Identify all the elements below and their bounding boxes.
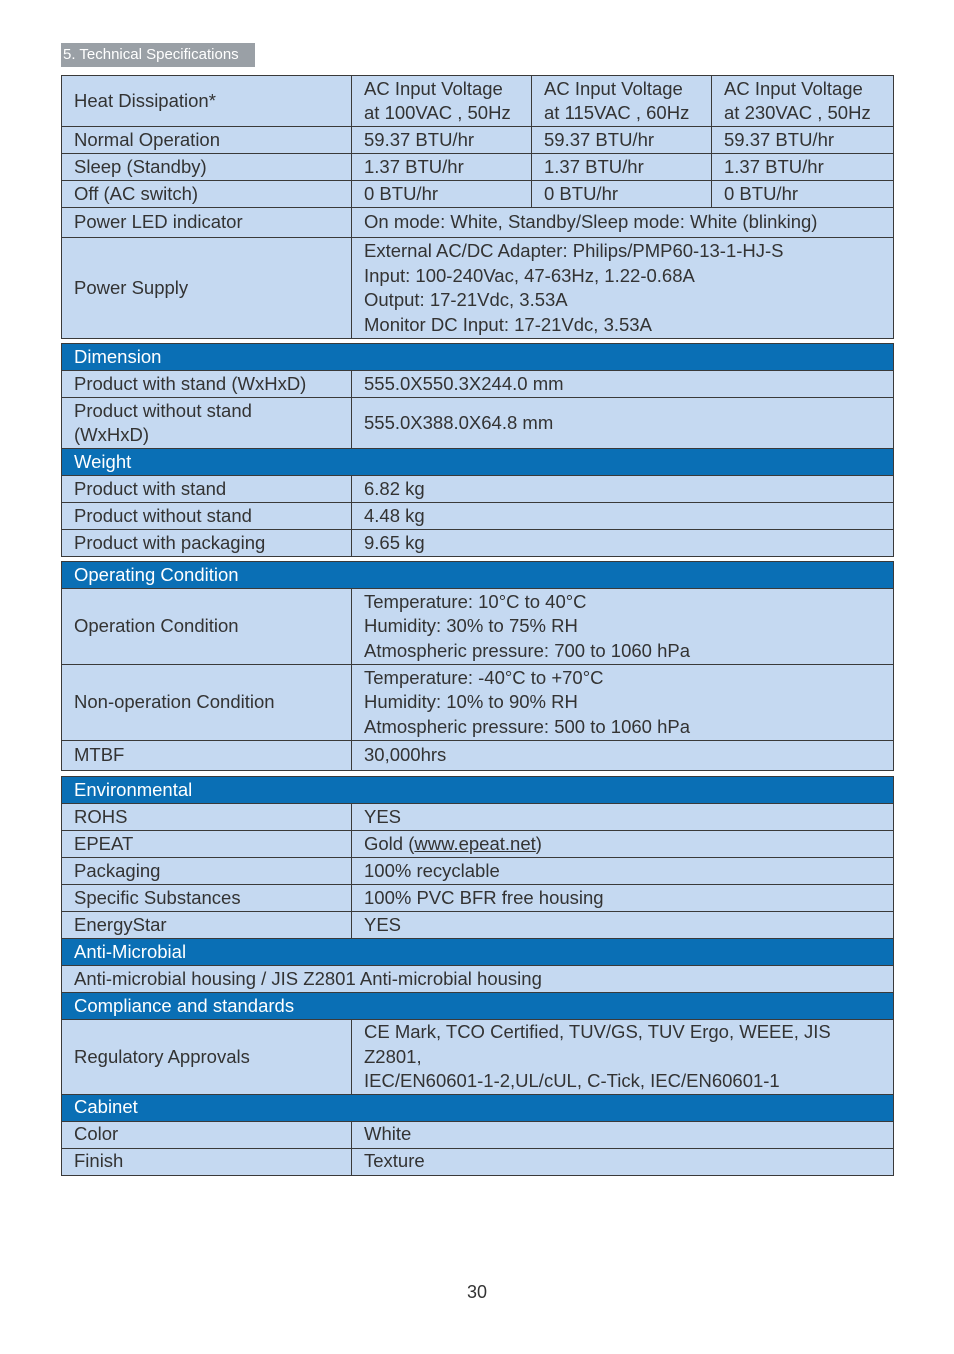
- row-label: Non-operation Condition: [62, 665, 352, 741]
- row-label: Normal Operation: [62, 127, 352, 154]
- table-row: [62, 208, 894, 238]
- row-value: 6.82 kg: [352, 476, 894, 503]
- table-row: [62, 741, 894, 771]
- row-label: EnergyStar: [62, 912, 352, 939]
- heat-dissipation-label: Heat Dissipation*: [62, 76, 352, 127]
- dimension-heading: Dimension: [62, 344, 894, 371]
- row-value: 1.37 BTU/hr: [352, 154, 532, 181]
- table-row: [62, 127, 894, 154]
- row-value: Temperature: 10°C to 40°C Humidity: 30% to 75% RH Atmospheric pressure: 700 to 1060 hPa: [352, 589, 894, 665]
- table-row: [62, 154, 894, 181]
- dimension-weight-table: [61, 343, 894, 557]
- row-value: 0 BTU/hr: [712, 181, 894, 208]
- row-label: Power Supply: [62, 238, 352, 339]
- table-row: [62, 885, 894, 912]
- row-label: Product with packaging: [62, 530, 352, 557]
- table-row: [62, 1020, 894, 1095]
- row-value: 59.37 BTU/hr: [712, 127, 894, 154]
- environmental-table: [61, 776, 894, 1176]
- section-header: [62, 777, 894, 804]
- table-row: [62, 858, 894, 885]
- row-value: 0 BTU/hr: [352, 181, 532, 208]
- row-value: YES: [352, 912, 894, 939]
- section-header: [62, 1094, 894, 1121]
- section-tag: 5. Technical Specifications: [61, 43, 255, 67]
- table-row: [62, 589, 894, 665]
- table-row: [62, 476, 894, 503]
- row-value: 555.0X550.3X244.0 mm: [352, 371, 894, 398]
- operating-heading: Operating Condition: [62, 562, 894, 589]
- table-row: [62, 530, 894, 557]
- row-label: Packaging: [62, 858, 352, 885]
- row-value: 59.37 BTU/hr: [352, 127, 532, 154]
- table-row: [62, 912, 894, 939]
- table-row: [62, 804, 894, 831]
- row-value: CE Mark, TCO Certified, TUV/GS, TUV Ergo, WEEE, JIS Z2801, IEC/EN60601-1-2,UL/cUL, C-Tick, IEC/EN60601-1: [352, 1020, 894, 1095]
- operating-condition-table: [61, 561, 894, 771]
- row-label: MTBF: [62, 741, 352, 771]
- row-value: Temperature: -40°C to +70°C Humidity: 10% to 90% RH Atmospheric pressure: 500 to 1060 hPa: [352, 665, 894, 741]
- row-value: Texture: [352, 1148, 894, 1175]
- table-row: [62, 503, 894, 530]
- row-label: Product with stand (WxHxD): [62, 371, 352, 398]
- row-label: Product without stand (WxHxD): [62, 398, 352, 449]
- row-value: 0 BTU/hr: [532, 181, 712, 208]
- table-row: [62, 371, 894, 398]
- table-row: [62, 181, 894, 208]
- row-label: Finish: [62, 1148, 352, 1175]
- section-header: [62, 344, 894, 371]
- section-header: [62, 939, 894, 966]
- table-row: [62, 398, 894, 449]
- row-value: 9.65 kg: [352, 530, 894, 557]
- row-label: Product without stand: [62, 503, 352, 530]
- epeat-value-suffix: ): [535, 832, 542, 854]
- row-value: [352, 831, 894, 858]
- row-label: Color: [62, 1121, 352, 1148]
- weight-heading: Weight: [62, 449, 894, 476]
- row-label: Off (AC switch): [62, 181, 352, 208]
- compliance-heading: Compliance and standards: [62, 993, 894, 1020]
- table-row: [62, 1121, 894, 1148]
- page-number: 30: [466, 1282, 488, 1302]
- row-label: Operation Condition: [62, 589, 352, 665]
- heat-power-table: [61, 75, 894, 339]
- section-header: [62, 562, 894, 589]
- cabinet-heading: Cabinet: [62, 1094, 894, 1121]
- row-value: 100% PVC BFR free housing: [352, 885, 894, 912]
- environmental-heading: Environmental: [62, 777, 894, 804]
- row-value: 59.37 BTU/hr: [532, 127, 712, 154]
- row-label: ROHS: [62, 804, 352, 831]
- table-row: [62, 665, 894, 741]
- row-value: 1.37 BTU/hr: [712, 154, 894, 181]
- row-value: YES: [352, 804, 894, 831]
- row-label: Power LED indicator: [62, 208, 352, 238]
- row-value: On mode: White, Standby/Sleep mode: White (blinking): [352, 208, 894, 238]
- antimicrobial-heading: Anti-Microbial: [62, 939, 894, 966]
- epeat-value-prefix: Gold (: [364, 832, 415, 854]
- epeat-link[interactable]: www.epeat.net: [414, 832, 536, 854]
- section-header: [62, 449, 894, 476]
- row-value: White: [352, 1121, 894, 1148]
- row-value: 1.37 BTU/hr: [532, 154, 712, 181]
- row-value: 100% recyclable: [352, 858, 894, 885]
- table-row: [62, 831, 894, 858]
- row-value: 4.48 kg: [352, 503, 894, 530]
- row-value: 30,000hrs: [352, 741, 894, 771]
- row-label: Product with stand: [62, 476, 352, 503]
- row-label: Specific Substances: [62, 885, 352, 912]
- row-label: EPEAT: [62, 831, 352, 858]
- section-header: [62, 993, 894, 1020]
- heat-header-row: [62, 76, 894, 127]
- heat-col-header: AC Input Voltage at 115VAC , 60Hz: [532, 76, 712, 127]
- row-value: 555.0X388.0X64.8 mm: [352, 398, 894, 449]
- row-value: Anti-microbial housing / JIS Z2801 Anti-microbial housing: [62, 966, 894, 993]
- heat-col-header: AC Input Voltage at 100VAC , 50Hz: [352, 76, 532, 127]
- table-row: [62, 238, 894, 339]
- table-row: [62, 966, 894, 993]
- row-label: Sleep (Standby): [62, 154, 352, 181]
- row-label: Regulatory Approvals: [62, 1020, 352, 1095]
- table-row: [62, 1148, 894, 1175]
- row-value: External AC/DC Adapter: Philips/PMP60-13-1-HJ-S Input: 100-240Vac, 47-63Hz, 1.22-0.68A Output: 17-21Vdc, 3.53A Monitor DC Input: 17-21Vdc, 3.53A: [352, 238, 894, 339]
- heat-col-header: AC Input Voltage at 230VAC , 50Hz: [712, 76, 894, 127]
